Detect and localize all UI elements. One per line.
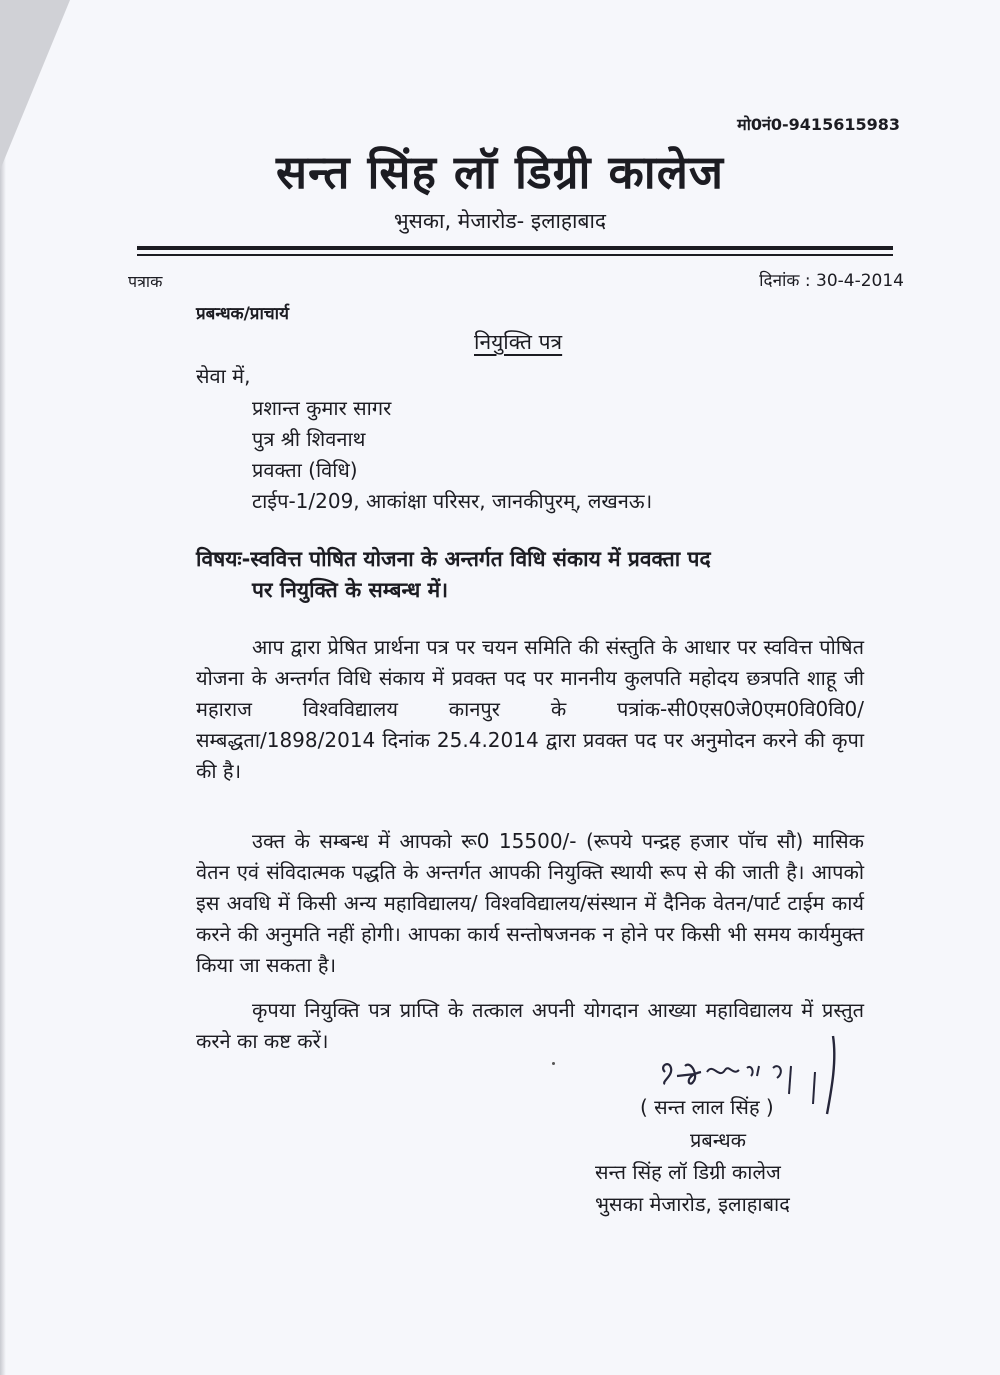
recipient-address: टाईप-1/209, आकांक्षा परिसर, जानकीपुरम्, लखनऊ। [252,489,653,513]
signatory-college: सन्त सिंह लॉ डिग्री कालेज [595,1160,781,1184]
college-name: सन्त सिंह लॉ डिग्री कालेज [275,145,725,199]
recipient-name: प्रशान्त कुमार सागर [252,396,392,420]
ink-dot [552,1062,555,1065]
salutation: सेवा में, [196,364,251,388]
header-divider-thick [137,246,893,250]
letter-heading: नियुक्ति पत्र [474,330,563,354]
recipient-designation: प्रवक्ता (विधि) [252,458,358,482]
header-divider-thin [137,254,893,256]
signatory-address: भुसका मेजारोड, इलाहाबाद [595,1192,790,1216]
recipient-parent: पुत्र श्री शिवनाथ [252,427,366,451]
signatory-name: ( सन्त लाल सिंह ) [640,1095,774,1119]
college-address: भुसका, मेजारोड- इलाहाबाद [393,209,607,233]
subject-line-2: पर नियुक्ति के सम्बन्ध में। [252,578,449,602]
subject-line-1: विषयः-स्ववित्त पोषित योजना के अन्तर्गत विधि संकाय में प्रवक्ता पद [196,547,711,571]
manager-principal-label: प्रबन्धक/प्राचार्य [196,304,289,324]
mobile-number: मो0नं0-9415615983 [737,115,900,134]
body-paragraph-1: आप द्वारा प्रेषित प्रार्थना पत्र पर चयन समिति की संस्तुति के आधार पर स्ववित्त पोषित योजना के अन्तर्गत विधि संकाय में प्रवक्त पद पर माननीय कुलपति महोदय छत्रपति शाहू जी महाराज विश्वविद्यालय कानपुर के पत्रांक-सी0एस0जे0एम0वि0वि0/ सम्बद्धता/1898/2014 दिनांक 25.4.2014 द्वारा प्रवक्त पद पर अनुमोदन करने की कृपा की है। [196,635,864,783]
body-paragraph-3: कृपया नियुक्ति पत्र प्राप्ति के तत्काल अपनी योगदान आख्या महाविद्यालय में प्रस्तुत करने का कष्ट करें। [196,998,864,1053]
signatory-designation: प्रबन्धक [690,1128,746,1152]
body-paragraph-2: उक्त के सम्बन्ध में आपको रू0 15500/- (रूपये पन्द्रह हजार पॉच सौ) मासिक वेतन एवं संविदात्मक पद्धति के अन्तर्गत आपकी नियुक्ति स्थायी रूप से की जाती है। आपको इस अवधि में किसी अन्य महाविद्यालय/ विश्वविद्यालय/संस्थान में दैनिक वेतन/पार्ट टाईम कार्य करने की अनुमति नहीं होगी। आपका कार्य सन्तोषजनक न होने पर किसी भी समय कार्यमुक्त किया जा सकता है। [196,829,864,977]
letter-date: दिनांक : 30-4-2014 [759,271,904,291]
patrank-label: पत्राक [128,272,163,291]
